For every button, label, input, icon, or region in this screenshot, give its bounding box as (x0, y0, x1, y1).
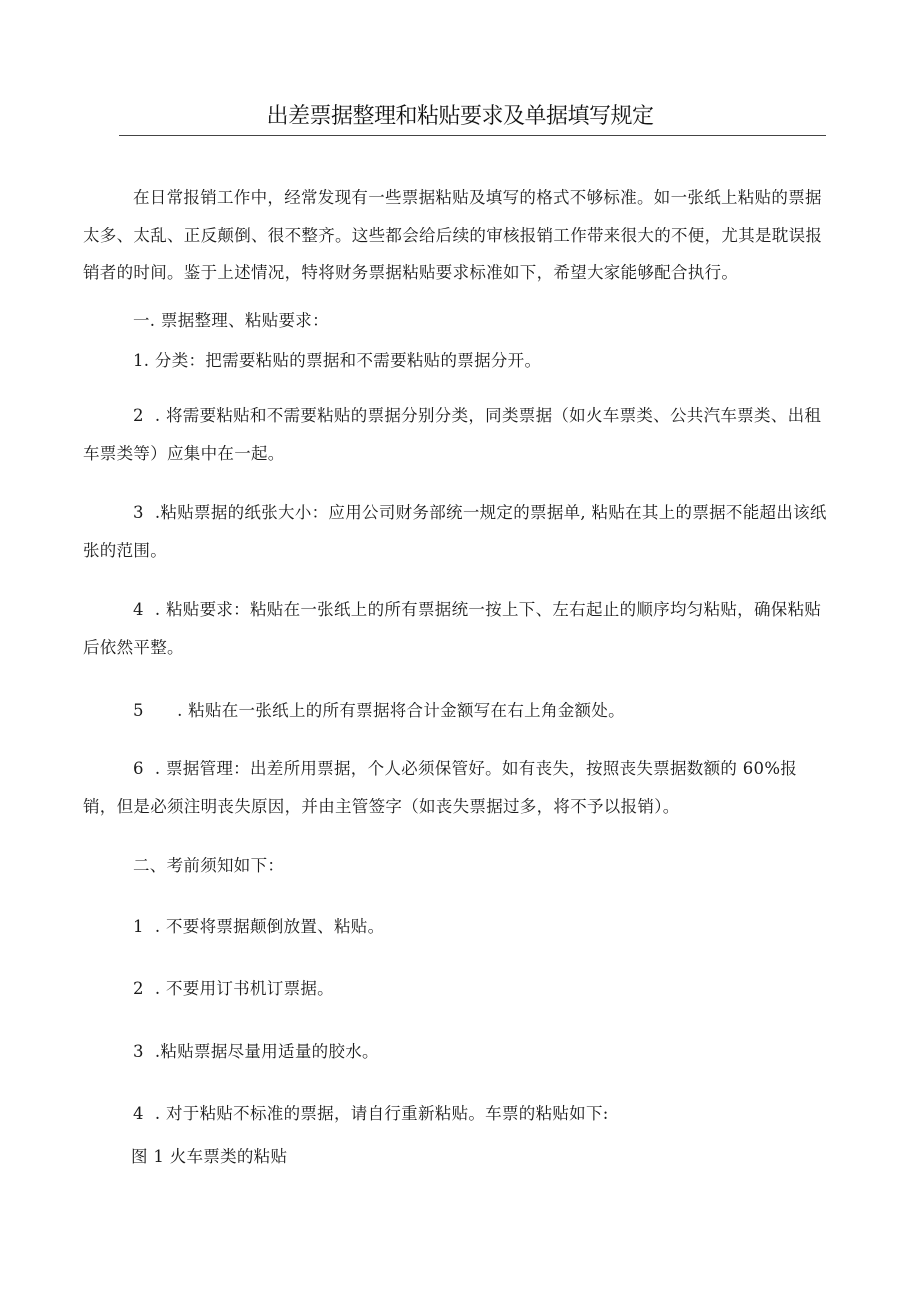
section-1-heading: 一. 票据整理、粘贴要求： (133, 311, 329, 330)
figure-caption: 图 1 火车票类的粘贴 (131, 1147, 288, 1166)
section-2-item-4: 4 . 对于粘贴不标准的票据，请自行重新粘贴。车票的粘贴如下: (133, 1104, 609, 1123)
section-2-item-3: 3 .粘贴票据尽量用适量的胶水。 (133, 1042, 379, 1061)
title-divider (119, 135, 826, 136)
intro-paragraph: 在日常报销工作中，经常发现有一些票据粘贴及填写的格式不够标准。如一张纸上粘贴的票据太多、太乱、正反颠倒、很不整齐。这些都会给后续的审核报销工作带来很大的不便，尤其是耽误报销者的时间。鉴于上述情况，特将财务票据粘贴要求标准如下，希望大家能够配合执行。 (83, 188, 823, 282)
section-2-item-2: 2 . 不要用订书机订票据。 (133, 979, 334, 998)
section-1-item-2: 2 . 将需要粘贴和不需要粘贴的票据分别分类，同类票据（如火车票类、公共汽车票类、出租车票类等）应集中在一起。 (83, 406, 822, 463)
section-1-item-6: 6 . 票据管理：出差所用票据，个人必须保管好。如有丧失，按照丧失票据数额的 60%报销，但是必须注明丧失原因，并由主管签字（如丧失票据过多，将不予以报销）。 (83, 759, 798, 816)
section-2-heading: 二、考前须知如下： (133, 856, 285, 875)
section-1-item-3: 3 .粘贴票据的纸张大小：应用公司财务部统一规定的票据单, 粘贴在其上的票据不能超出该纸张的范围。 (83, 503, 827, 560)
section-1-item-1: 1. 分类：把需要粘贴的票据和不需要粘贴的票据分开。 (133, 351, 542, 370)
section-1-item-4: 4 . 粘贴要求：粘贴在一张纸上的所有票据统一按上下、左右起止的顺序均匀粘贴，确保粘贴后依然平整。 (83, 600, 822, 657)
section-2-item-1: 1 . 不要将票据颠倒放置、粘贴。 (133, 917, 385, 936)
page-title: 出差票据整理和粘贴要求及单据填写规定 (266, 104, 654, 129)
section-1-item-5: 5 . 粘贴在一张纸上的所有票据将合计金额写在右上角金额处。 (133, 701, 625, 720)
